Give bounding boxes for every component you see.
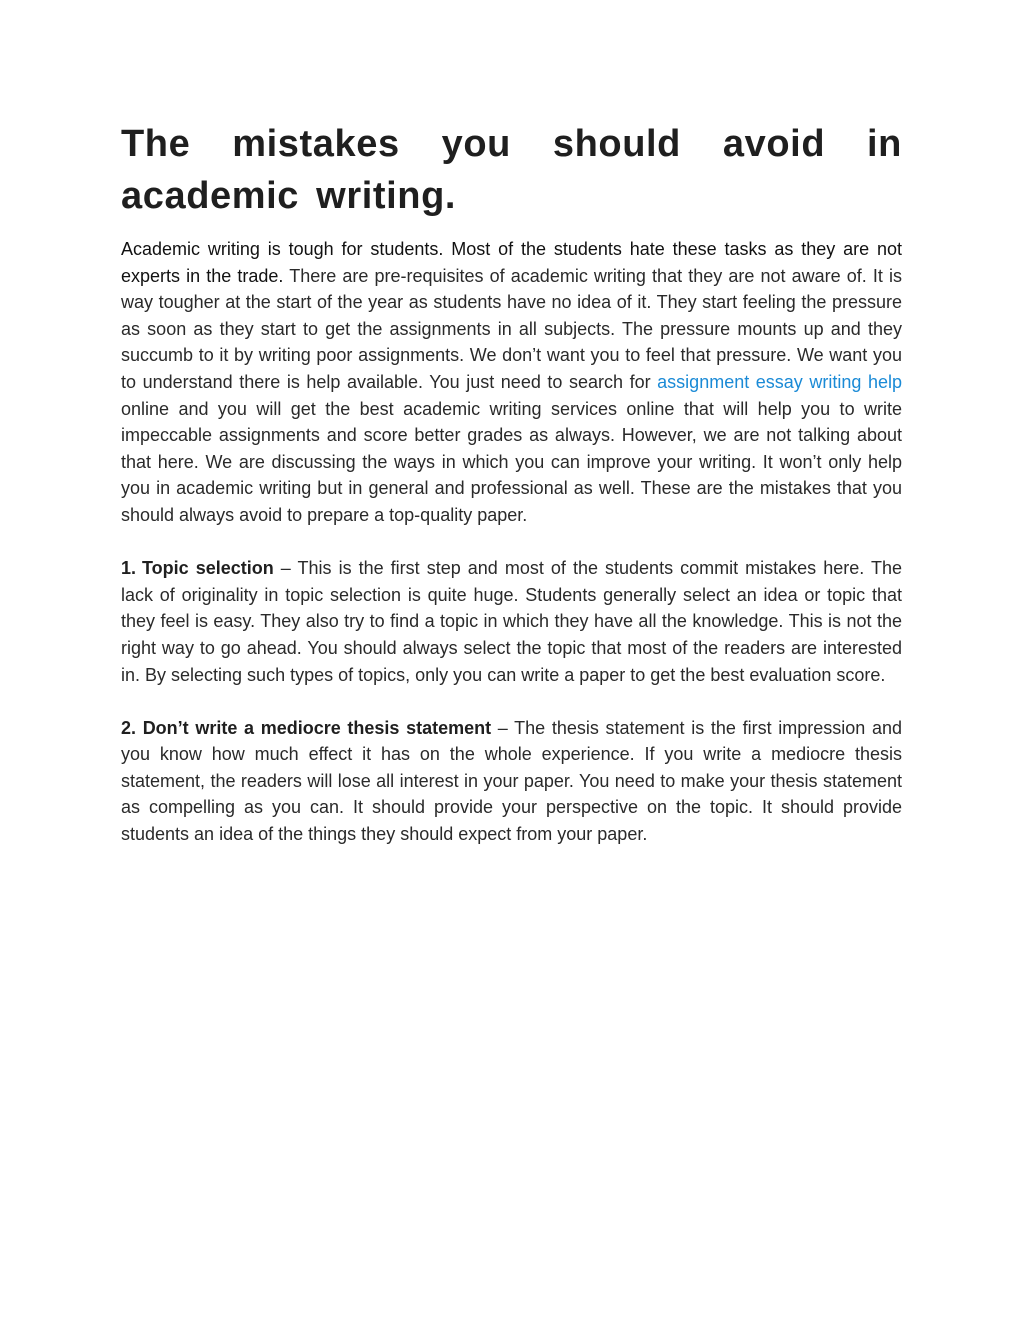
intro-body-text: There are pre-requisites of academic writing that they are not aware of. It is way tougher at the start of the year as students have no idea of it. They start feeling the pressure as soon as they start to get the assignments in all subjects. The pressure mounts up and they succumb to it by writing poor assignments. We don’t want you to feel that pressure. We want you to understand there is help available. You just need to search for xyxy=(121,265,902,392)
intro-lead-text: Academic writing is tough for students. Most of the students hate these tasks as they are not experts in the trade. xyxy=(121,239,902,286)
point-heading: Topic selection xyxy=(142,558,274,579)
point-text: – The thesis statement is the first impression and you know how much effect it has on the whole experience. If you write a mediocre thesis statement, the readers will lose all interest in your paper. You need to make your thesis statement as compelling as you can. It should provide your perspective on the topic. It should provide students an idea of the things they should expect from your paper. xyxy=(121,717,902,845)
point-text: – This is the first step and most of the students commit mistakes here. The lack of originality in topic selection is quite huge. Students generally select an idea or topic that they feel is easy. They also try to find a topic in which they have all the knowledge. This is not the right way to go ahead. You should always select the topic that most of the readers are interested in. By selecting such types of topics, only you can write a paper to get the best evaluation score. xyxy=(121,558,902,685)
point-number: 1. xyxy=(121,558,137,579)
assignment-help-link[interactable]: assignment essay writing help xyxy=(657,371,902,392)
point-number: 2. xyxy=(121,717,137,738)
intro-tail-text: online and you will get the best academic writing services online that will help you to write impeccable assignments and score better grades as always. However, we are not talking about that here. We are discussing the ways in which you can improve your writing. It won’t only help you in academic writing but in general and professional as well. These are the mistakes that you should always avoid to prepare a top-quality paper. xyxy=(121,398,902,525)
point-thesis-statement xyxy=(121,715,902,848)
point-heading: Don’t write a mediocre thesis statement xyxy=(142,717,492,738)
intro-paragraph xyxy=(121,236,902,529)
point-topic-selection xyxy=(121,555,902,688)
page-title: The mistakes you should avoid in academic writing. xyxy=(121,123,902,217)
document-page xyxy=(121,118,902,848)
